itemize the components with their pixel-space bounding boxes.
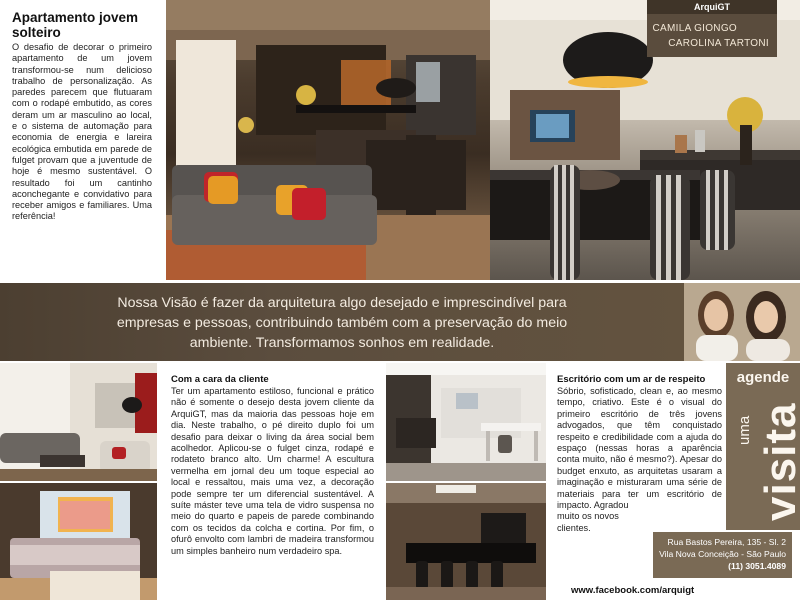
office-article-title: Escritório com um ar de respeito [557,374,706,385]
visit-box [726,363,805,530]
address-district: Vila Nova Conceição - São Paulo [659,549,786,559]
intro-article [12,10,152,275]
intro-body: O desafio de decorar o primeiro apartamento de um jovem transformou-se num delicioso trabalho de personalização. As paredes parecem que flutuaram com o rodapé embutido, as cores deram um ar masculino ao local, e o sistema de automação para economia de energia e lareira ecológica embutida em parede de fulget provam que a juventude de hoje é mesmo sustentável. O resultado foi um cantinho aconchegante e convidativo para receber amigos e familiares. Uma referência! [12,42,152,222]
architect-name-2: CAROLINA TARTONI [668,38,769,49]
office-article [557,374,722,534]
visit-uma-text: uma [736,415,753,445]
bedroom-photo [0,483,157,600]
address-box [653,532,792,578]
intro-title: Apartamento jovem solteiro [12,10,139,40]
office-article-body-end: muito os novos clientes. [557,511,619,533]
address-street: Rua Bastos Pereira, 135 - Sl. 2 [667,537,786,547]
client-article-title: Com a cara da cliente [171,374,269,385]
phone-number: (11) 3051.4089 [728,561,786,571]
mission-band [0,283,800,361]
mission-band-background [0,283,684,361]
visit-agende-text: agende [736,369,790,386]
client-article [171,374,374,557]
living-room-photo-2 [0,363,157,481]
client-article-body: Ter um apartamento estiloso, funcional e prático não é somente o desejo desta jovem cliente da ArquiGT, mas da maioria das pessoas hoje em dia. Neste trabalho, o pé direito duplo foi um desafio para deixar o living da área social bem acolhedor. Aplicou-se o fulget cinza, rodapé e rodateto branco alto. Um charme! A escultura vermelha em jornal deu um toque especial ao local e ressaltou, mais uma vez, a decoração pode sempre ter um diferencial sustentável. A suíte máster teve uma tela de vidro suspensa no meio do quarto e papeis de parede combinando com os tecidos da colcha e cortina. Por fim, o ofurô envolto com lambri de madeira transformou um simples banheiro num verdadeiro spa. [171,386,374,556]
brand-tag: ArquiGT [647,0,777,14]
brand-box [647,0,777,57]
office-photo [386,363,546,481]
living-room-photo [166,0,490,280]
office-article-body: Sóbrio, sofisticado, clean e, ao mesmo tempo, criativo. Este é o visual do primeiro escritório de três jovens advogados, que têm conquistado respeito e credibilidade com a ajuda do espaço (nessas horas a aparência conta muito, não é mesmo?). Apesar do budget enxuto, as arquitetas usaram a imaginação e misturaram uma série de materiais para ter um escritório de impacto. Agradou [557,386,722,511]
architect-name-1: CAMILA GIONGO [652,23,737,34]
facebook-link[interactable]: www.facebook.com/arquigt [571,585,695,596]
architects-photo [684,283,800,361]
visit-visita-text: visita [756,402,805,521]
mission-statement: Nossa Visão é fazer da arquitetura algo desejado e imprescindível para empresas e pessoas, contribuindo também com a preservação do meio ambiente. Transformamos sonhos em realidade. [116,295,568,351]
meeting-room-photo [386,483,546,600]
